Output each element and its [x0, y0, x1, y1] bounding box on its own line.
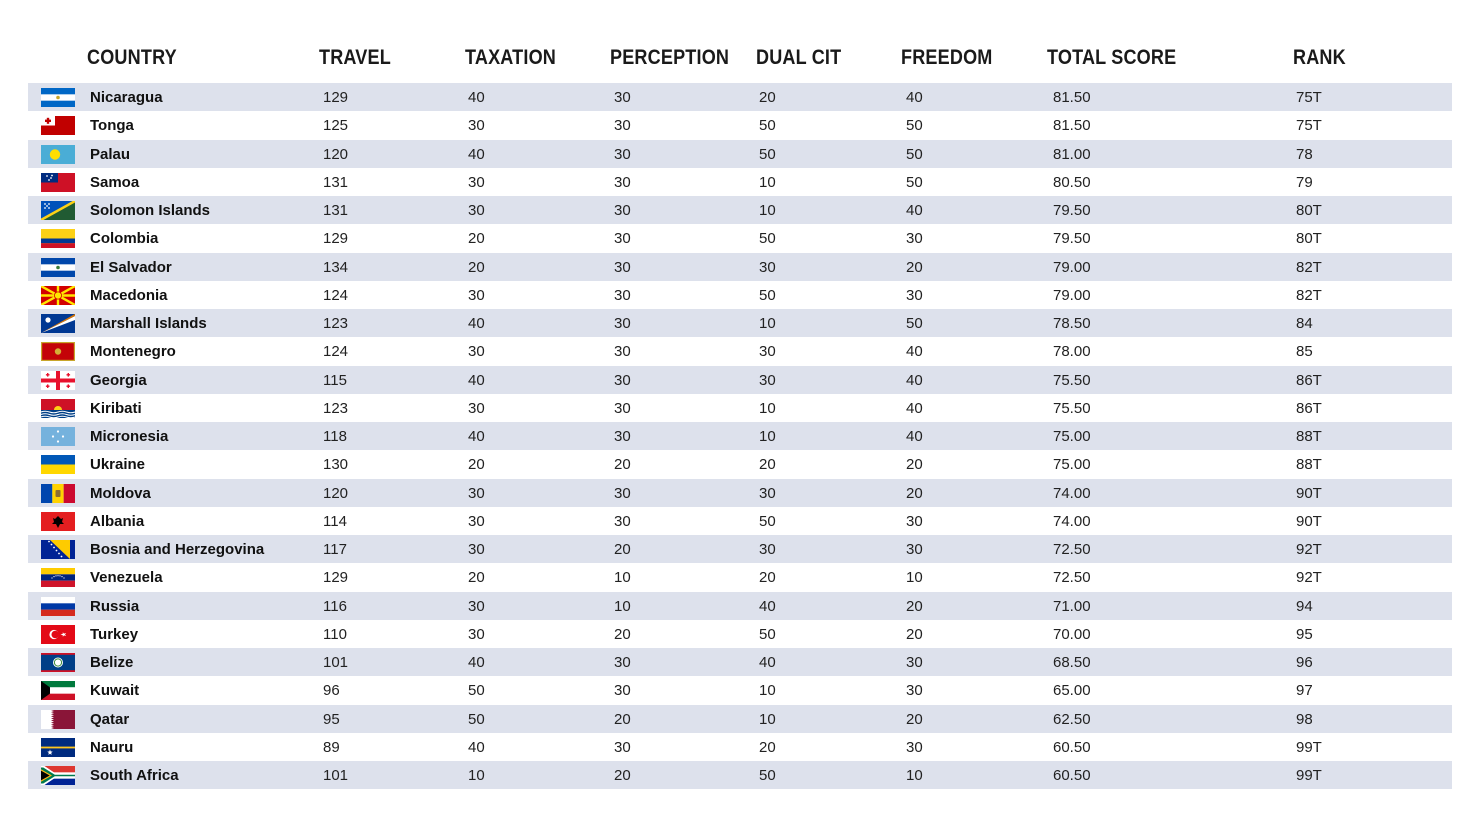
table-row — [28, 281, 1452, 309]
freedom-value: 20 — [906, 484, 923, 502]
travel-value: 124 — [323, 343, 349, 361]
country-name: Qatar — [90, 710, 130, 728]
qatar-flag-icon — [41, 710, 75, 729]
total-score-value: 65.00 — [1053, 682, 1091, 700]
table-row — [28, 366, 1452, 394]
dual-cit-value: 10 — [759, 202, 776, 219]
table-row — [28, 168, 1452, 196]
col-header-rank: RANK — [1293, 46, 1346, 69]
taxation-value: 10 — [468, 767, 485, 784]
perception-value: 30 — [614, 286, 631, 304]
total-score-value: 79.00 — [1053, 258, 1091, 276]
table-row — [28, 592, 1452, 620]
rank-value: 85 — [1296, 343, 1313, 361]
country-name: Nicaragua — [90, 89, 163, 106]
rank-value: 75T — [1296, 89, 1322, 106]
freedom-value: 10 — [906, 569, 923, 587]
belize-flag-icon — [41, 653, 75, 672]
travel-value: 129 — [323, 230, 349, 248]
country-name: Micronesia — [90, 428, 169, 445]
travel-value: 131 — [323, 173, 349, 191]
taxation-value: 30 — [468, 541, 485, 558]
taxation-value: 40 — [468, 654, 485, 671]
rank-value: 80T — [1296, 230, 1322, 248]
dual-cit-value: 50 — [759, 117, 776, 135]
perception-value: 30 — [614, 173, 631, 191]
rank-value: 86T — [1296, 399, 1322, 417]
taxation-value: 50 — [468, 682, 485, 700]
perception-value: 30 — [614, 343, 631, 361]
turkey-flag-icon — [41, 625, 75, 644]
table-row — [28, 253, 1452, 281]
dual-cit-value: 10 — [759, 710, 776, 728]
travel-value: 124 — [323, 286, 349, 304]
travel-value: 120 — [323, 145, 349, 163]
dual-cit-value: 50 — [759, 625, 776, 643]
taxation-value: 20 — [468, 258, 485, 276]
freedom-value: 50 — [906, 117, 923, 135]
freedom-value: 30 — [906, 541, 923, 558]
taxation-value: 40 — [468, 89, 485, 106]
table-header — [0, 46, 1477, 76]
perception-value: 30 — [614, 428, 631, 445]
freedom-value: 30 — [906, 654, 923, 671]
rank-value: 99T — [1296, 738, 1322, 756]
ukraine-flag-icon — [41, 455, 75, 474]
dual-cit-value: 50 — [759, 230, 776, 248]
freedom-value: 30 — [906, 230, 923, 248]
samoa-flag-icon — [41, 173, 75, 192]
dual-cit-value: 30 — [759, 484, 776, 502]
taxation-value: 30 — [468, 202, 485, 219]
venezuela-flag-icon — [41, 568, 75, 587]
total-score-value: 68.50 — [1053, 654, 1091, 671]
dual-cit-value: 30 — [759, 371, 776, 389]
rank-value: 98 — [1296, 710, 1313, 728]
taxation-value: 30 — [468, 625, 485, 643]
colombia-flag-icon — [41, 229, 75, 248]
country-name: Nauru — [90, 738, 134, 756]
travel-value: 125 — [323, 117, 349, 135]
freedom-value: 10 — [906, 767, 923, 784]
dual-cit-value: 30 — [759, 258, 776, 276]
table-row — [28, 83, 1452, 111]
travel-value: 101 — [323, 767, 349, 784]
rank-value: 75T — [1296, 117, 1322, 135]
solomon-islands-flag-icon — [41, 201, 75, 220]
taxation-value: 20 — [468, 456, 485, 474]
dual-cit-value: 10 — [759, 173, 776, 191]
travel-value: 123 — [323, 399, 349, 417]
total-score-value: 81.50 — [1053, 117, 1091, 135]
rank-value: 80T — [1296, 202, 1322, 219]
rank-value: 92T — [1296, 541, 1322, 558]
table-row — [28, 563, 1452, 591]
perception-value: 20 — [614, 710, 631, 728]
dual-cit-value: 50 — [759, 767, 776, 784]
total-score-value: 78.00 — [1053, 343, 1091, 361]
country-name: Macedonia — [90, 286, 168, 304]
table-row — [28, 648, 1452, 676]
rank-value: 78 — [1296, 145, 1313, 163]
taxation-value: 30 — [468, 117, 485, 135]
ranking-table — [28, 83, 1452, 789]
georgia-flag-icon — [41, 371, 75, 390]
country-name: Venezuela — [90, 569, 163, 587]
perception-value: 10 — [614, 569, 631, 587]
total-score-value: 74.00 — [1053, 512, 1091, 530]
freedom-value: 30 — [906, 682, 923, 700]
kiribati-flag-icon — [41, 399, 75, 418]
rank-value: 82T — [1296, 258, 1322, 276]
freedom-value: 20 — [906, 710, 923, 728]
country-name: Solomon Islands — [90, 202, 211, 219]
freedom-value: 40 — [906, 89, 923, 106]
taxation-value: 20 — [468, 569, 485, 587]
freedom-value: 40 — [906, 343, 923, 361]
country-name: El Salvador — [90, 258, 172, 276]
total-score-value: 72.50 — [1053, 569, 1091, 587]
freedom-value: 50 — [906, 173, 923, 191]
table-row — [28, 394, 1452, 422]
col-header-dual-cit: DUAL CIT — [756, 46, 842, 69]
perception-value: 30 — [614, 230, 631, 248]
country-name: Kiribati — [90, 399, 142, 417]
total-score-value: 60.50 — [1053, 738, 1091, 756]
rank-value: 84 — [1296, 315, 1313, 332]
total-score-value: 60.50 — [1053, 767, 1091, 784]
rank-value: 86T — [1296, 371, 1322, 389]
freedom-value: 50 — [906, 145, 923, 163]
perception-value: 30 — [614, 117, 631, 135]
total-score-value: 71.00 — [1053, 597, 1091, 615]
table-row — [28, 337, 1452, 365]
perception-value: 30 — [614, 202, 631, 219]
table-row — [28, 733, 1452, 761]
country-name: Bosnia and Herzegovina — [90, 541, 265, 558]
dual-cit-value: 30 — [759, 541, 776, 558]
country-name: Palau — [90, 145, 131, 163]
nauru-flag-icon — [41, 738, 75, 757]
total-score-value: 75.50 — [1053, 399, 1091, 417]
taxation-value: 40 — [468, 145, 485, 163]
freedom-value: 20 — [906, 597, 923, 615]
rank-value: 82T — [1296, 286, 1322, 304]
total-score-value: 75.00 — [1053, 428, 1091, 445]
travel-value: 120 — [323, 484, 349, 502]
travel-value: 130 — [323, 456, 349, 474]
taxation-value: 30 — [468, 512, 485, 530]
dual-cit-value: 50 — [759, 512, 776, 530]
nicaragua-flag-icon — [41, 88, 75, 107]
rank-value: 90T — [1296, 484, 1322, 502]
col-header-taxation: TAXATION — [465, 46, 556, 69]
dual-cit-value: 40 — [759, 597, 776, 615]
taxation-value: 30 — [468, 399, 485, 417]
dual-cit-value: 20 — [759, 569, 776, 587]
bosnia-flag-icon — [41, 540, 75, 559]
total-score-value: 81.00 — [1053, 145, 1091, 163]
total-score-value: 81.50 — [1053, 89, 1091, 106]
total-score-value: 79.50 — [1053, 230, 1091, 248]
freedom-value: 40 — [906, 202, 923, 219]
col-header-freedom: FREEDOM — [901, 46, 993, 69]
montenegro-flag-icon — [41, 342, 75, 361]
rank-value: 96 — [1296, 654, 1313, 671]
perception-value: 30 — [614, 738, 631, 756]
freedom-value: 30 — [906, 738, 923, 756]
perception-value: 30 — [614, 89, 631, 106]
col-header-country: COUNTRY — [87, 46, 177, 69]
albania-flag-icon — [41, 512, 75, 531]
perception-value: 20 — [614, 456, 631, 474]
perception-value: 30 — [614, 512, 631, 530]
travel-value: 117 — [323, 541, 347, 558]
total-score-value: 70.00 — [1053, 625, 1091, 643]
total-score-value: 75.00 — [1053, 456, 1091, 474]
freedom-value: 20 — [906, 258, 923, 276]
travel-value: 134 — [323, 258, 349, 276]
freedom-value: 40 — [906, 371, 923, 389]
taxation-value: 20 — [468, 230, 485, 248]
el-salvador-flag-icon — [41, 258, 75, 277]
dual-cit-value: 10 — [759, 428, 776, 445]
perception-value: 20 — [614, 767, 631, 784]
total-score-value: 79.00 — [1053, 286, 1091, 304]
dual-cit-value: 30 — [759, 343, 776, 361]
col-header-travel: TRAVEL — [319, 46, 391, 69]
south-africa-flag-icon — [41, 766, 75, 785]
travel-value: 101 — [323, 654, 349, 671]
tonga-flag-icon — [41, 116, 75, 135]
dual-cit-value: 10 — [759, 315, 776, 332]
travel-value: 131 — [323, 202, 349, 219]
dual-cit-value: 10 — [759, 682, 776, 700]
freedom-value: 40 — [906, 399, 923, 417]
country-name: South Africa — [90, 767, 179, 784]
taxation-value: 40 — [468, 315, 485, 332]
travel-value: 89 — [323, 738, 340, 756]
table-row — [28, 196, 1452, 224]
rank-value: 88T — [1296, 428, 1322, 445]
perception-value: 30 — [614, 145, 631, 163]
taxation-value: 30 — [468, 597, 485, 615]
rank-value: 94 — [1296, 597, 1313, 615]
table-row — [28, 507, 1452, 535]
country-name: Turkey — [90, 625, 139, 643]
total-score-value: 79.50 — [1053, 202, 1091, 219]
total-score-value: 62.50 — [1053, 710, 1091, 728]
taxation-value: 50 — [468, 710, 485, 728]
table-row — [28, 224, 1452, 252]
travel-value: 114 — [323, 512, 347, 530]
travel-value: 96 — [323, 682, 340, 700]
perception-value: 20 — [614, 625, 631, 643]
perception-value: 30 — [614, 484, 631, 502]
travel-value: 116 — [323, 597, 347, 615]
kuwait-flag-icon — [41, 681, 75, 700]
country-name: Moldova — [90, 484, 151, 502]
palau-flag-icon — [41, 145, 75, 164]
country-name: Samoa — [90, 173, 140, 191]
dual-cit-value: 20 — [759, 456, 776, 474]
freedom-value: 50 — [906, 315, 923, 332]
table-row — [28, 479, 1452, 507]
perception-value: 30 — [614, 682, 631, 700]
dual-cit-value: 10 — [759, 399, 776, 417]
table-row — [28, 422, 1452, 450]
table-row — [28, 535, 1452, 563]
travel-value: 123 — [323, 315, 349, 332]
travel-value: 118 — [323, 428, 347, 445]
col-header-total-score: TOTAL SCORE — [1047, 46, 1177, 69]
perception-value: 10 — [614, 597, 631, 615]
perception-value: 30 — [614, 315, 631, 332]
taxation-value: 30 — [468, 286, 485, 304]
table-row — [28, 309, 1452, 337]
rank-value: 95 — [1296, 625, 1313, 643]
travel-value: 115 — [323, 371, 347, 389]
table-row — [28, 140, 1452, 168]
travel-value: 95 — [323, 710, 340, 728]
travel-value: 110 — [323, 625, 347, 643]
freedom-value: 30 — [906, 286, 923, 304]
country-name: Russia — [90, 597, 140, 615]
taxation-value: 30 — [468, 343, 485, 361]
freedom-value: 20 — [906, 625, 923, 643]
rank-value: 99T — [1296, 767, 1322, 784]
taxation-value: 40 — [468, 738, 485, 756]
country-name: Georgia — [90, 371, 147, 389]
total-score-value: 78.50 — [1053, 315, 1091, 332]
country-name: Kuwait — [90, 682, 140, 700]
freedom-value: 40 — [906, 428, 923, 445]
dual-cit-value: 50 — [759, 286, 776, 304]
country-name: Tonga — [90, 117, 134, 135]
rank-value: 79 — [1296, 173, 1313, 191]
country-name: Marshall Islands — [90, 315, 207, 332]
taxation-value: 40 — [468, 428, 485, 445]
freedom-value: 30 — [906, 512, 923, 530]
table-row — [28, 705, 1452, 733]
table-row — [28, 111, 1452, 139]
total-score-value: 72.50 — [1053, 541, 1091, 558]
total-score-value: 80.50 — [1053, 173, 1091, 191]
country-name: Belize — [90, 654, 134, 671]
moldova-flag-icon — [41, 484, 75, 503]
col-header-perception: PERCEPTION — [610, 46, 730, 69]
perception-value: 30 — [614, 399, 631, 417]
total-score-value: 74.00 — [1053, 484, 1091, 502]
perception-value: 30 — [614, 371, 631, 389]
rank-value: 92T — [1296, 569, 1322, 587]
perception-value: 20 — [614, 541, 631, 558]
country-name: Albania — [90, 512, 145, 530]
marshall-islands-flag-icon — [41, 314, 75, 333]
rank-value: 97 — [1296, 682, 1313, 700]
rank-value: 90T — [1296, 512, 1322, 530]
taxation-value: 30 — [468, 173, 485, 191]
country-name: Colombia — [90, 230, 159, 248]
table-row — [28, 761, 1452, 789]
travel-value: 129 — [323, 89, 349, 106]
rank-value: 88T — [1296, 456, 1322, 474]
dual-cit-value: 20 — [759, 738, 776, 756]
travel-value: 129 — [323, 569, 349, 587]
total-score-value: 75.50 — [1053, 371, 1091, 389]
dual-cit-value: 20 — [759, 89, 776, 106]
table-row — [28, 676, 1452, 704]
country-name: Montenegro — [90, 343, 176, 361]
table-row — [28, 450, 1452, 478]
taxation-value: 40 — [468, 371, 485, 389]
table-row — [28, 620, 1452, 648]
macedonia-flag-icon — [41, 286, 75, 305]
country-name: Ukraine — [90, 456, 146, 474]
taxation-value: 30 — [468, 484, 485, 502]
perception-value: 30 — [614, 258, 631, 276]
dual-cit-value: 40 — [759, 654, 776, 671]
perception-value: 30 — [614, 654, 631, 671]
dual-cit-value: 50 — [759, 145, 776, 163]
freedom-value: 20 — [906, 456, 923, 474]
micronesia-flag-icon — [41, 427, 75, 446]
russia-flag-icon — [41, 597, 75, 616]
